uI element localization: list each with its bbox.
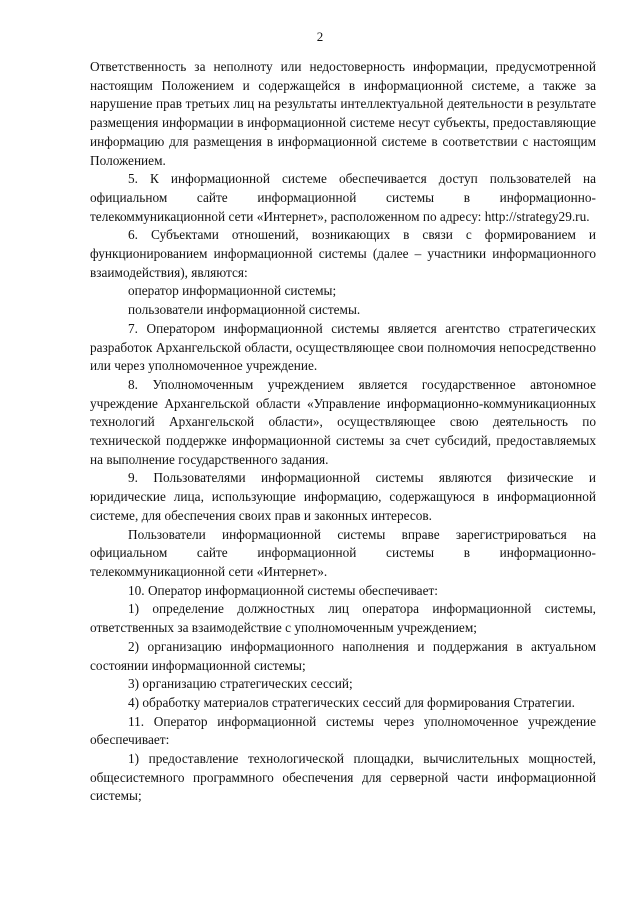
paragraph-10-item-2: 2) организацию информационного наполнения и поддержания в актуальном состоянии информационной системы;	[90, 638, 596, 673]
paragraph-11-item-1: 1) предоставление технологической площадки, вычислительных мощностей, общесистемного программного обеспечения для серверной части информационной системы;	[90, 751, 596, 804]
paragraph-responsibility: Ответственность за неполноту или недостоверность информации, предусмотренной настоящим Положением и содержащейся в информационной системе, а также за нарушение прав третьих лиц на результаты интеллектуальной деятельности в результате размещения информации в информационной системе несут субъекты, предоставляющие информацию для размещения в информационной системе в соответствии с настоящим Положением.	[90, 59, 596, 168]
page-number: 2	[316, 29, 324, 44]
paragraph-10: 10. Оператор информационной системы обеспечивает:	[128, 582, 438, 598]
paragraph-9: 9. Пользователями информационной системы являются физические и юридические лица, использующие информацию, содержащуюся в информационной системе, для обеспечения своих прав и законных интересов.	[90, 470, 596, 523]
paragraph-6-item-operator: оператор информационной системы;	[128, 283, 337, 299]
paragraph-10-item-4: 4) обработку материалов стратегических сессий для формирования Стратегии.	[128, 694, 575, 710]
paragraph-9-registration: Пользователи информационной системы вправе зарегистрироваться на официальном сайте информационной системы в информационно-телекоммуникационной сети «Интернет».	[90, 526, 596, 579]
paragraph-11: 11. Оператор информационной системы через уполномоченное учреждение обеспечивает:	[90, 713, 596, 748]
paragraph-10-item-1: 1) определение должностных лиц оператора информационной системы, ответственных за взаимодействие с уполномоченным учреждением;	[90, 601, 596, 636]
paragraph-5: 5. К информационной системе обеспечивается доступ пользователей на официальном сайте информационной системы в информационно-телекоммуникационной сети «Интернет», расположенном по адресу: http://strategy29.ru.	[90, 171, 596, 224]
paragraph-7: 7. Оператором информационной системы является агентство стратегических разработок Архангельской области, осуществляющее свои полномочия непосредственно или через уполномоченное учреждение.	[90, 320, 596, 374]
paragraph-8: 8. Уполномоченным учреждением является государственное автономное учреждение Архангельской области «Управление информационно-коммуникационных технологий Архангельской области», осуществляющее свою деятельность по технической поддержке информационной системы за счет субсидий, предоставляемых на выполнение государственного задания.	[90, 376, 596, 467]
document-body	[90, 58, 596, 806]
paragraph-10-item-3: 3) организацию стратегических сессий;	[128, 676, 353, 692]
paragraph-6: 6. Субъектами отношений, возникающих в связи с формированием и функционированием информационной системы (далее – участники информационного взаимодействия), являются:	[90, 227, 596, 280]
paragraph-6-item-users: пользователи информационной системы.	[128, 302, 361, 318]
